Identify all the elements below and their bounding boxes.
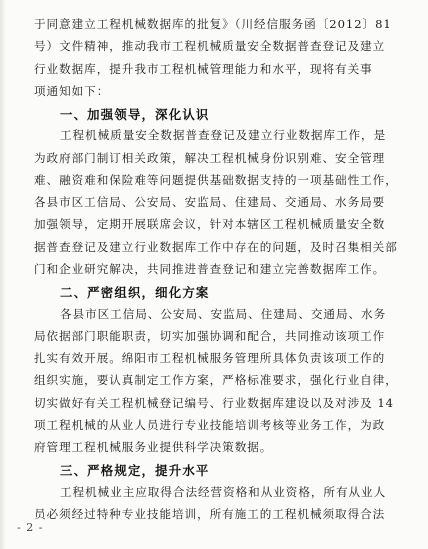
page-number: - 2 - bbox=[17, 521, 44, 534]
text-line: 门和企业研究解决，共同推进普查登记和建立完善数据库工作。 bbox=[34, 262, 386, 276]
text-line: 行业数据库，提升我市工程机械管理能力和水平，现将有关事 bbox=[34, 62, 373, 76]
scan-edge-shadow bbox=[0, 0, 6, 549]
text-line: 工程机械业主应取得合法经营资格和从业资格，所有从业人 bbox=[60, 485, 387, 499]
text-line: 加强领导，定期开展联席会议，针对本辖区工程机械质量安全数 bbox=[34, 217, 386, 231]
section-heading-1: 一、加强领导，深化认识 bbox=[60, 107, 210, 122]
section-heading-3: 三、严格规定，提升水平 bbox=[60, 463, 210, 478]
text-line: 据普查登记及建立行业数据库工作中存在的问题，及时召集相关部 bbox=[34, 240, 398, 254]
text-line: 项工程机械的从业人员进行专业技能培训考核等业务工作，为政 bbox=[34, 418, 386, 432]
text-line: 号）文件精神，推动我市工程机械质量安全数据普查登记及建立 bbox=[34, 39, 386, 53]
text-line: 局依据部门职能职责，切实加强协调和配合，共同推动该项工作 bbox=[34, 329, 386, 343]
text-line: 员必须经过特种专业技能培训，所有施工的工程机械须取得合法 bbox=[34, 507, 386, 521]
text-line: 切实做好有关工程机械登记编号、行业数据库建设以及对涉及 14 bbox=[34, 396, 394, 410]
text-line: 难、融资难和保险难等问题提供基础数据支持的一项基础性工作， bbox=[34, 173, 398, 187]
text-line: 各县市区工信局、公安局、安监局、住建局、交通局、水务 bbox=[60, 307, 387, 321]
text-line: 于同意建立工程机械数据库的批复》（川经信服务函〔2012〕81 bbox=[34, 17, 392, 31]
text-line: 组织实施，要认真制定工作方案，严格标准要求，强化行业自律， bbox=[34, 373, 398, 387]
text-line: 工程机械质量安全数据普查登记及建立行业数据库工作，是 bbox=[60, 128, 387, 142]
text-line: 各县市区工信局、公安局、安监局、住建局、交通局、水务局要 bbox=[34, 195, 386, 209]
text-line: 府管理工程机械服务业提供科学决策数据。 bbox=[34, 440, 273, 454]
section-heading-2: 二、严密组织，细化方案 bbox=[60, 285, 210, 300]
text-line: 为政府部门制订相关政策，解决工程机械身份识别难、安全管理 bbox=[34, 151, 386, 165]
text-line: 项通知如下： bbox=[34, 84, 110, 98]
text-line: 扎实有效开展。绵阳市工程机械服务管理所具体负责该项工作的 bbox=[34, 351, 386, 365]
